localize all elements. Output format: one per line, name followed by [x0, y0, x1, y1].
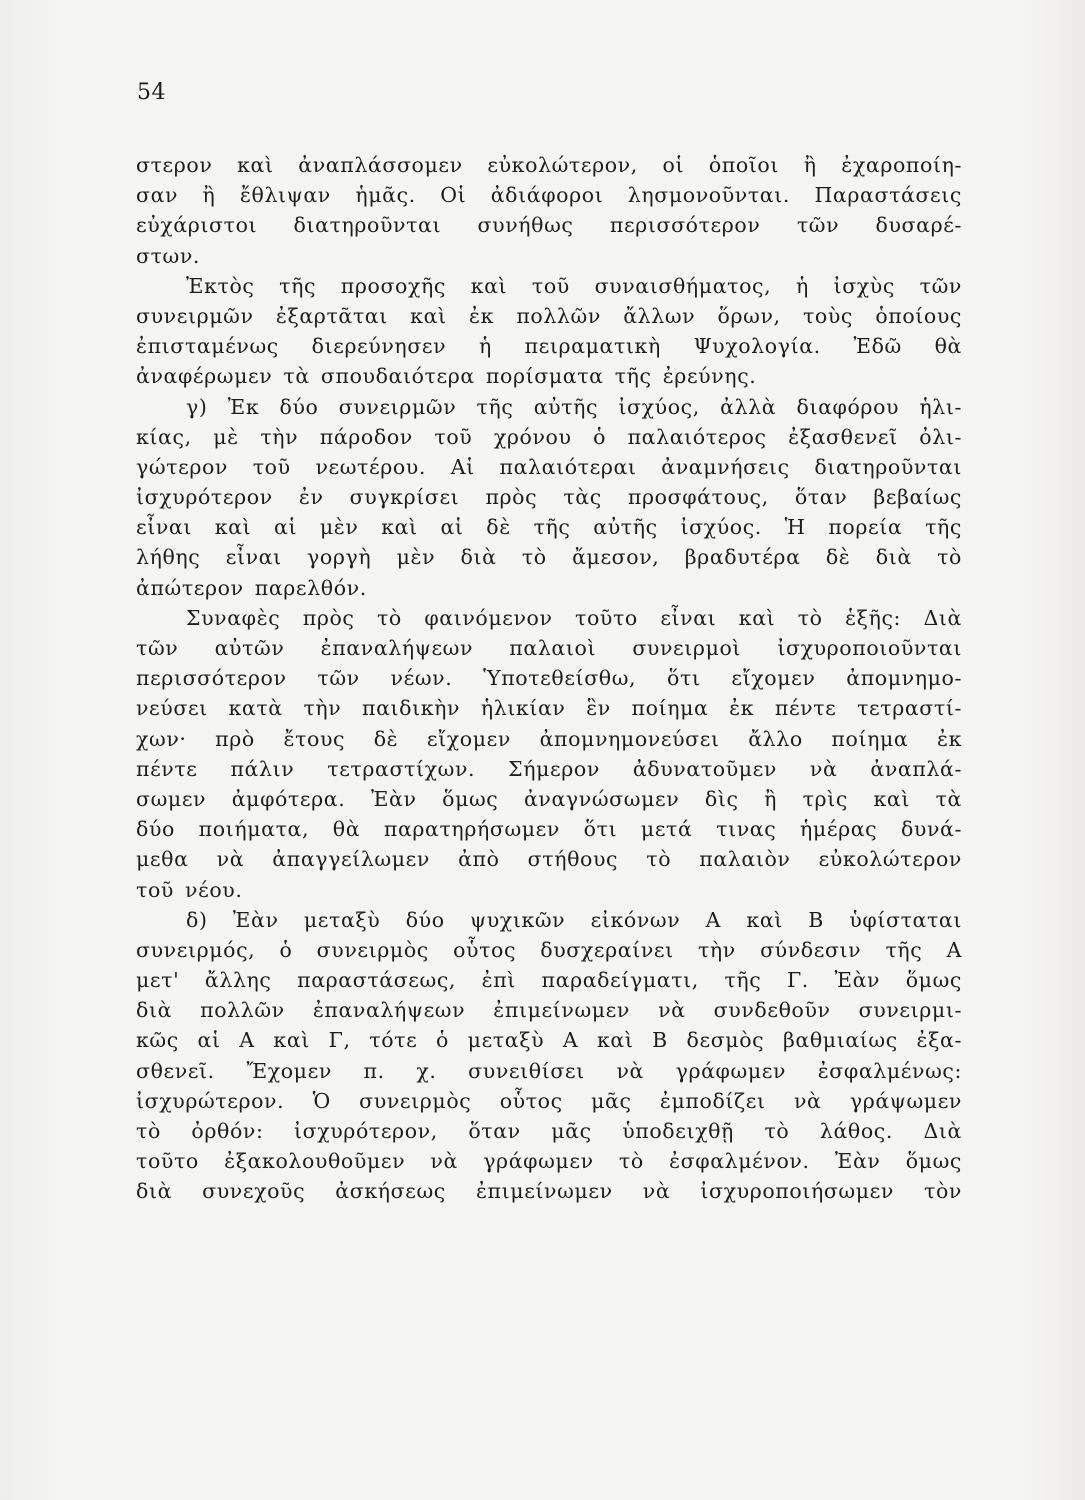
text-line: τῶν αὐτῶν ἐπαναλήψεων παλαιοὶ συνειρμοὶ ἰσχυροποιοῦνται [136, 636, 962, 660]
text-line: διὰ πολλῶν ἐπαναλήψεων ἐπιμείνωμεν νὰ συνδεθοῦν συνειρμι- [136, 998, 962, 1023]
text-line: στερον καὶ ἀναπλάσσομεν εὐκολώτερον, οἱ ὁποῖοι ἢ ἐχαροποίη- [136, 153, 962, 177]
text-line: μεθα νὰ ἀπαγγείλωμεν ἀπὸ στήθους τὸ παλαιὸν εὐκολώτερον [136, 847, 962, 872]
page-number: 54 [137, 80, 166, 105]
text-line: ἰσχυρώτερον. Ὁ συνειρμὸς οὗτος μᾶς ἐμποδίζει νὰ γράψωμεν [136, 1088, 962, 1113]
text-line: ἐπισταμένως διερεύνησεν ἡ πειραματικὴ Ψυχολογία. Ἐδῶ θὰ [136, 334, 962, 359]
text-line: ἰσχυρότερον ἐν συγκρίσει πρὸς τὰς προσφάτους, ὅταν βεβαίως [136, 485, 962, 510]
text-line: γώτερον τοῦ νεωτέρου. Αἱ παλαιότεραι ἀναμνήσεις διατηροῦνται [136, 454, 962, 479]
text-line: ἀναφέρωμεν τὰ σπουδαιότερα πορίσματα τῆς ἐρεύνης. [136, 364, 757, 389]
text-line: περισσότερον τῶν νέων. Ὑποτεθείσθω, ὅτι εἴχομεν ἀπομνημο- [136, 666, 962, 691]
text-line: μετ' ἄλλης παραστάσεως, ἐπὶ παραδείγματι, τῆς Γ. Ἐὰν ὅμως [136, 968, 962, 993]
text-line: χων· πρὸ ἔτους δὲ εἴχομεν ἀπομνημονεύσει ἄλλο ποίημα ἐκ [136, 726, 962, 751]
text-line: δύο ποιήματα, θὰ παρατηρήσωμεν ὅτι μετά τινας ἡμέρας δυνά- [136, 817, 962, 842]
text-line: νεύσει κατὰ τὴν παιδικὴν ἡλικίαν ἓν ποίημα ἐκ πέντε τετραστί- [136, 696, 962, 721]
text-line: εὐχάριστοι διατηροῦνται συνήθως περισσότερον τῶν δυσαρέ- [136, 213, 962, 238]
text-line: συνειρμῶν ἐξαρτᾶται καὶ ἐκ πολλῶν ἄλλων ὅρων, τοὺς ὁποίους [136, 303, 962, 328]
paragraph-start: γ) Ἐκ δύο συνειρμῶν τῆς αὐτῆς ἰσχύος, ἀλλὰ διαφόρου ἡλι- [186, 394, 962, 419]
text-line: τοῦ νέου. [136, 877, 243, 902]
paragraph-start: δ) Ἐὰν μεταξὺ δύο ψυχικῶν εἰκόνων Α καὶ Β ὑφίσταται [186, 907, 962, 932]
text-line: διὰ συνεχοῦς ἀσκήσεως ἐπιμείνωμεν νὰ ἰσχυροποιήσωμεν τὸν [136, 1179, 962, 1204]
text-line: ἀπώτερον παρελθόν. [136, 575, 367, 600]
text-line: κίας, μὲ τὴν πάροδον τοῦ χρόνου ὁ παλαιότερος ἐξασθενεῖ ὀλι- [136, 424, 962, 449]
text-line: σωμεν ἀμφότερα. Ἐὰν ὅμως ἀναγνώσωμεν δὶς ἢ τρὶς καὶ τὰ [136, 786, 962, 811]
text-line: συνειρμός, ὁ συνειρμὸς οὗτος δυσχεραίνει τὴν σύνδεσιν τῆς Α [136, 937, 962, 962]
text-line: λήθης εἶναι γοργὴ μὲν διὰ τὸ ἄμεσον, βραδυτέρα δὲ διὰ τὸ [136, 545, 962, 570]
body-text [136, 150, 962, 1207]
paragraph-start: Ἐκτὸς τῆς προσοχῆς καὶ τοῦ συναισθήματος, ἡ ἰσχὺς τῶν [186, 273, 962, 298]
text-line: σθενεῖ. Ἔχομεν π. χ. συνειθίσει νὰ γράφωμεν ἐσφαλμένως: [136, 1058, 962, 1083]
text-line: τοῦτο ἐξακολουθοῦμεν νὰ γράφωμεν τὸ ἐσφαλμένον. Ἐὰν ὅμως [136, 1149, 962, 1174]
text-line: σαν ἢ ἔθλιψαν ἡμᾶς. Οἱ ἀδιάφοροι λησμονοῦνται. Παραστάσεις [136, 183, 962, 208]
paragraph-start: Συναφὲς πρὸς τὸ φαινόμενον τοῦτο εἶναι καὶ τὸ ἑξῆς: Διὰ [186, 605, 962, 630]
text-line: στων. [136, 243, 201, 268]
text-line: κῶς αἱ Α καὶ Γ, τότε ὁ μεταξὺ Α καὶ Β δεσμὸς βαθμιαίως ἐξα- [136, 1028, 962, 1053]
text-line: εἶναι καὶ αἱ μὲν καὶ αἱ δὲ τῆς αὐτῆς ἰσχύος. Ἡ πορεία τῆς [136, 515, 962, 540]
text-line: τὸ ὀρθόν: ἰσχυρότερον, ὅταν μᾶς ὑποδειχθῇ τὸ λάθος. Διὰ [136, 1119, 962, 1143]
text-line: πέντε πάλιν τετραστίχων. Σήμερον ἀδυνατοῦμεν νὰ ἀναπλά- [136, 756, 962, 781]
